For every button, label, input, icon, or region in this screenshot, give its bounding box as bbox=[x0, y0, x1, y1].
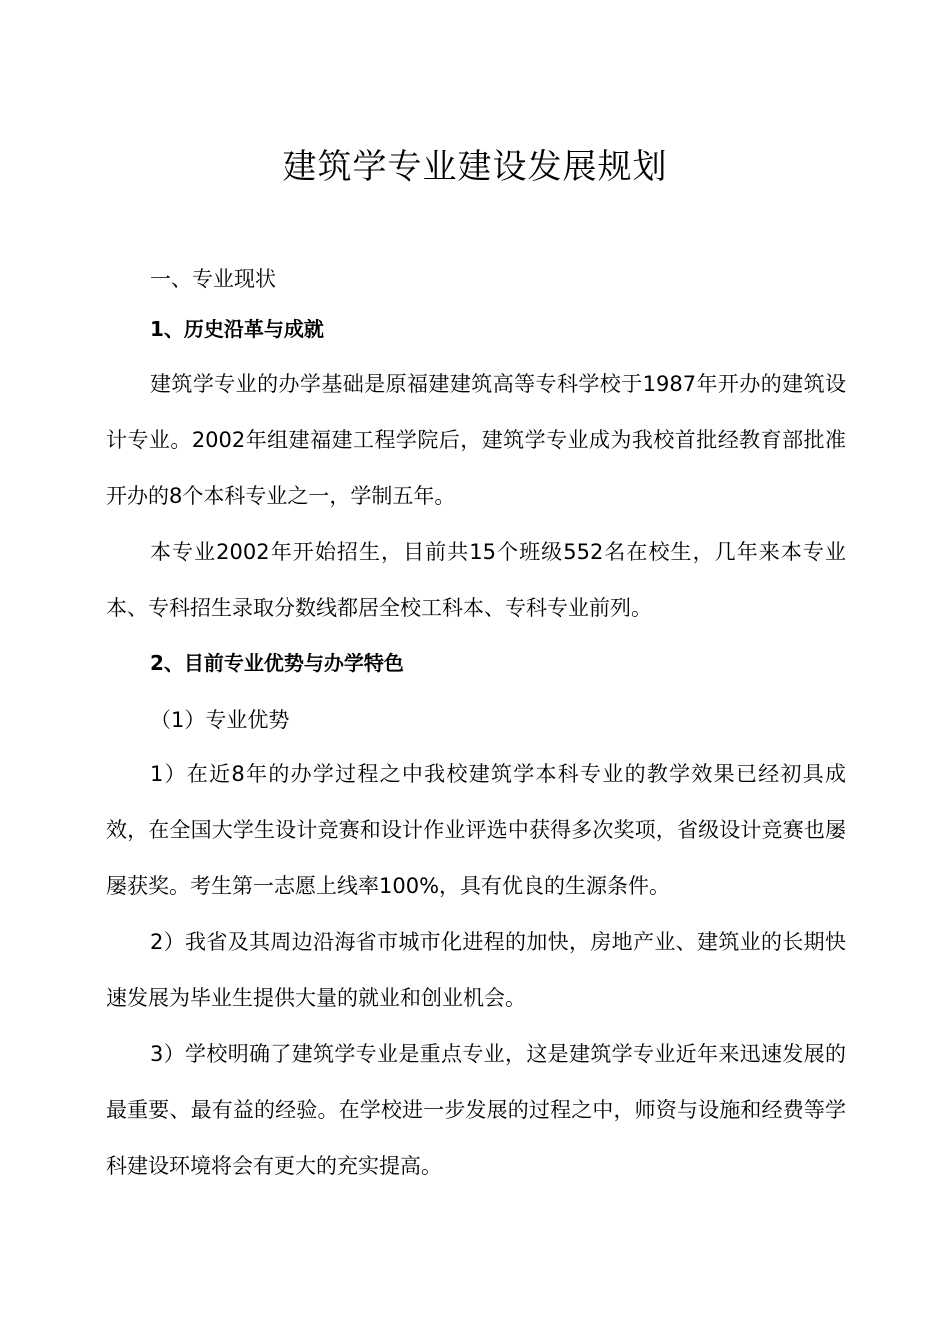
section-heading-status: 一、专业现状 bbox=[150, 267, 276, 291]
paragraph-advantage-3: 3）学校明确了建筑学专业是重点专业，这是建筑学专业近年来迅速发展的最重要、最有益的经验。在学校进一步发展的过程之中，师资与设施和经费等学科建设环境将会有更大的充实提高。 bbox=[106, 1042, 846, 1178]
subheading-professional-advantage: （1）专业优势 bbox=[150, 708, 290, 732]
paragraph-enrollment: 本专业2002年开始招生，目前共15个班级552名在校生，几年来本专业本、专科招生录取分数线都居全校工科本、专科专业前列。 bbox=[106, 540, 846, 620]
paragraph-advantage-1: 1）在近8年的办学过程之中我校建筑学本科专业的教学效果已经初具成效，在全国大学生设计竞赛和设计作业评选中获得多次奖项，省级设计竞赛也屡屡获奖。考生第一志愿上线率100%，具有优良的生源条件。 bbox=[106, 762, 846, 898]
paragraph-advantage-2: 2）我省及其周边沿海省市城市化进程的加快，房地产业、建筑业的长期快速发展为毕业生提供大量的就业和创业机会。 bbox=[106, 930, 846, 1010]
subheading-history: 1、历史沿革与成就 bbox=[150, 317, 324, 341]
document-title: 建筑学专业建设发展规划 bbox=[282, 147, 668, 187]
paragraph-history: 建筑学专业的办学基础是原福建建筑高等专科学校于1987年开办的建筑设计专业。2002年组建福建工程学院后，建筑学专业成为我校首批经教育部批准开办的8个本科专业之一，学制五年。 bbox=[106, 372, 846, 508]
subheading-advantages: 2、目前专业优势与办学特色 bbox=[150, 651, 404, 675]
